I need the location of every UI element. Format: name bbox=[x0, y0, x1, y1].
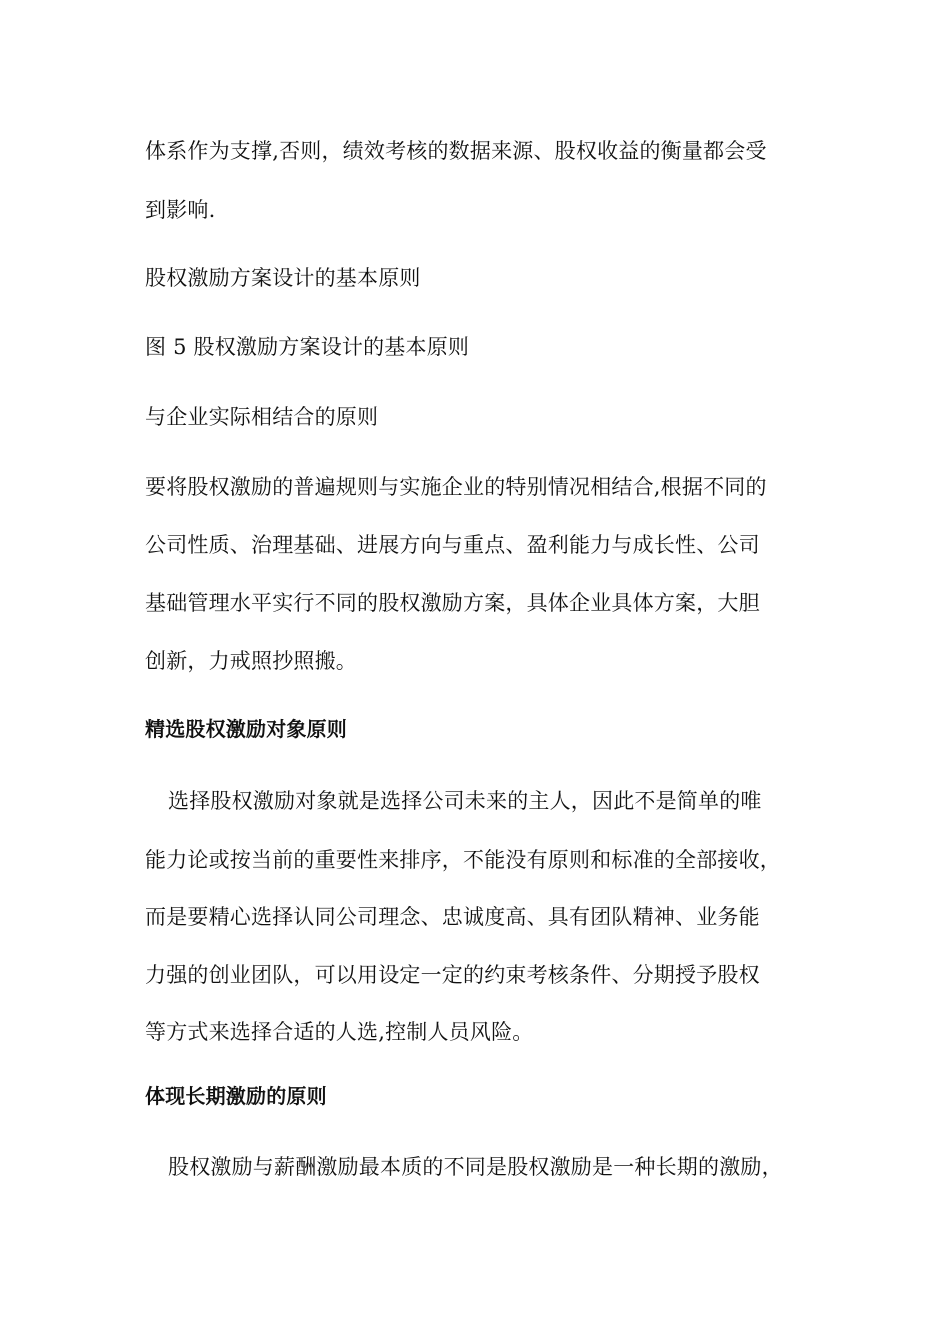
paragraph-line: 能力论或按当前的重要性来排序，不能没有原则和标准的全部接收， bbox=[145, 848, 781, 872]
figure-caption: 图 5 股权激励方案设计的基本原则 bbox=[145, 335, 470, 359]
paragraph-line: 股权激励与薪酬激励最本质的不同是股权激励是一种长期的激励， bbox=[168, 1155, 783, 1179]
paragraph-line: 公司性质、治理基础、进展方向与重点、盈利能力与成长性、公司 bbox=[145, 533, 760, 557]
paragraph-line: 体系作为支撑,否则，绩效考核的数据来源、股权收益的衡量都会受 bbox=[145, 139, 767, 163]
paragraph-line: 而是要精心选择认同公司理念、忠诚度高、具有团队精神、业务能 bbox=[145, 905, 760, 929]
paragraph-line: 力强的创业团队，可以用设定一定的约束考核条件、分期授予股权 bbox=[145, 963, 760, 987]
paragraph-line: 等方式来选择合适的人选,控制人员风险。 bbox=[145, 1020, 534, 1044]
paragraph-line: 选择股权激励对象就是选择公司未来的主人，因此不是简单的唯 bbox=[168, 789, 762, 813]
subsection-title: 与企业实际相结合的原则 bbox=[145, 405, 379, 429]
section-title: 股权激励方案设计的基本原则 bbox=[145, 266, 421, 290]
paragraph-line: 到影响. bbox=[145, 198, 216, 222]
paragraph-line: 要将股权激励的普遍规则与实施企业的特别情况相结合,根据不同的 bbox=[145, 475, 767, 499]
paragraph-line: 创新，力戒照抄照搬。 bbox=[145, 649, 357, 673]
bold-heading: 精选股权激励对象原则 bbox=[145, 717, 347, 741]
bold-heading: 体现长期激励的原则 bbox=[145, 1084, 327, 1108]
paragraph-line: 基础管理水平实行不同的股权激励方案，具体企业具体方案，大胆 bbox=[145, 591, 760, 615]
